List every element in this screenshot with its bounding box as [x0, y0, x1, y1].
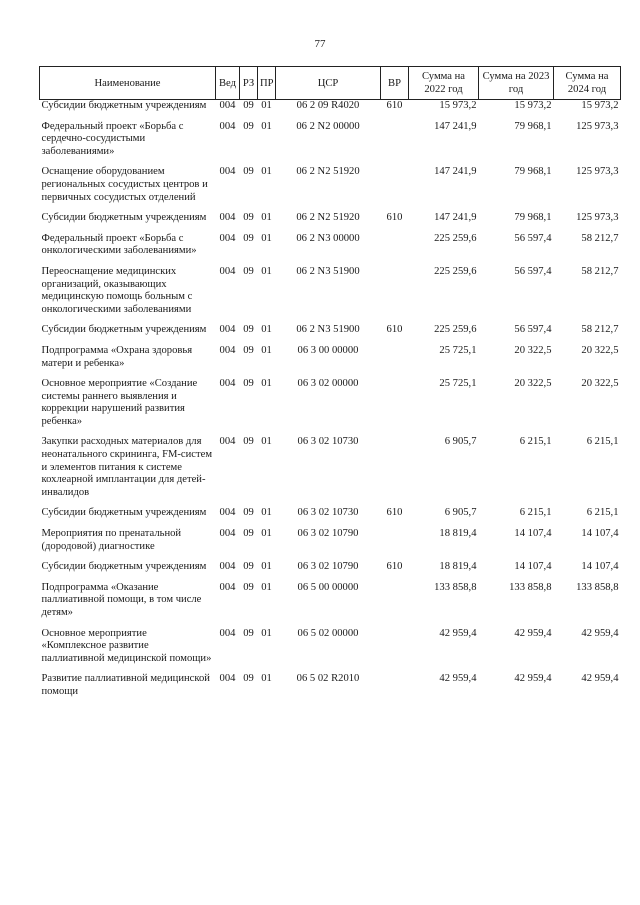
row-vr	[381, 345, 409, 378]
header-name: Наименование	[40, 67, 216, 100]
row-name: Субсидии бюджетным учреждениям	[41, 561, 207, 573]
row-sum-2023: 79 968,1	[514, 212, 552, 224]
table-row	[40, 436, 621, 507]
row-name: Субсидии бюджетным учреждениям	[41, 212, 207, 224]
row-csr: 06 2 N3 00000	[296, 232, 360, 244]
row-sum-2024: 6 215,1	[586, 507, 619, 519]
budget-table	[39, 66, 621, 699]
row-rz: 09	[243, 561, 254, 573]
row-rz: 09	[243, 232, 254, 244]
row-sum-2022: 15 973,2	[439, 100, 477, 111]
row-pr: 01	[261, 265, 272, 277]
table-row	[40, 378, 621, 436]
header-csr: ЦСР	[276, 67, 381, 100]
row-pr: 01	[261, 100, 272, 111]
row-ved: 004	[219, 528, 236, 540]
table-row	[40, 121, 621, 167]
row-pr: 01	[261, 120, 272, 132]
row-csr: 06 2 N2 51920	[296, 166, 360, 178]
row-pr: 01	[261, 673, 272, 685]
row-sum-2023: 15 973,2	[514, 100, 552, 111]
row-csr: 06 3 00 00000	[297, 344, 359, 356]
header-sum-2023: Сумма на 2023 год	[479, 67, 554, 100]
row-vr: 610	[386, 507, 403, 519]
row-name: Оснащение оборудованием региональных сосудистых центров и первичных сосудистых отделений	[41, 166, 208, 203]
row-sum-2022: 42 959,4	[439, 673, 477, 685]
table-row	[40, 324, 621, 345]
header-sum-2022: Сумма на 2022 год	[409, 67, 479, 100]
row-pr: 01	[261, 581, 272, 593]
row-sum-2023: 79 968,1	[514, 120, 552, 132]
row-csr: 06 3 02 10790	[297, 528, 359, 540]
header-vr: ВР	[381, 67, 409, 100]
row-ved: 004	[219, 120, 236, 132]
page-number: 77	[314, 38, 326, 50]
header-rz: РЗ	[240, 67, 258, 100]
row-csr: 06 2 N3 51900	[296, 265, 360, 277]
row-vr	[381, 582, 409, 628]
row-sum-2024: 125 973,3	[576, 212, 619, 224]
row-sum-2023: 56 597,4	[514, 265, 552, 277]
row-sum-2022: 225 259,6	[434, 232, 477, 244]
row-ved: 004	[219, 100, 236, 111]
row-ved: 004	[219, 581, 236, 593]
row-sum-2022: 6 905,7	[444, 507, 477, 519]
row-vr	[381, 166, 409, 212]
row-sum-2022: 18 819,4	[439, 528, 477, 540]
row-csr: 06 2 N2 00000	[296, 120, 360, 132]
row-csr: 06 2 09 R4020	[296, 100, 360, 111]
row-rz: 09	[243, 100, 254, 111]
row-name: Подпрограмма «Оказание паллиативной помощи, в том числе детям»	[41, 581, 202, 618]
row-rz: 09	[243, 265, 254, 277]
table-row	[40, 212, 621, 233]
table-row	[40, 233, 621, 266]
header-ved: Вед	[216, 67, 240, 100]
row-sum-2024: 125 973,3	[576, 166, 619, 178]
row-sum-2024: 42 959,4	[581, 673, 619, 685]
row-pr: 01	[261, 507, 272, 519]
row-ved: 004	[219, 212, 236, 224]
row-sum-2022: 18 819,4	[439, 561, 477, 573]
row-sum-2022: 147 241,9	[434, 166, 477, 178]
table-row	[40, 561, 621, 582]
row-pr: 01	[261, 378, 272, 390]
row-pr: 01	[261, 212, 272, 224]
row-sum-2024: 14 107,4	[581, 561, 619, 573]
table-row	[40, 166, 621, 212]
row-sum-2023: 56 597,4	[514, 324, 552, 336]
row-csr: 06 3 02 10730	[297, 436, 359, 448]
row-csr: 06 3 02 10790	[297, 561, 359, 573]
row-rz: 09	[243, 528, 254, 540]
row-vr: 610	[386, 100, 403, 111]
row-sum-2023: 14 107,4	[514, 561, 552, 573]
row-sum-2023: 79 968,1	[514, 166, 552, 178]
row-sum-2022: 225 259,6	[434, 324, 477, 336]
row-sum-2024: 20 322,5	[581, 344, 619, 356]
table-row	[40, 673, 621, 698]
table-row	[40, 345, 621, 378]
row-ved: 004	[219, 265, 236, 277]
row-vr: 610	[386, 324, 403, 336]
row-name: Закупки расходных материалов для неонатального скрининга, FM-систем и элементов питания к системе кохлеарной имплантации для детей-инвалидов	[41, 436, 213, 498]
row-pr: 01	[261, 344, 272, 356]
row-vr	[381, 436, 409, 507]
row-sum-2022: 25 725,1	[439, 344, 477, 356]
row-vr	[381, 528, 409, 561]
row-sum-2023: 42 959,4	[514, 627, 552, 639]
row-rz: 09	[243, 166, 254, 178]
row-ved: 004	[219, 561, 236, 573]
row-pr: 01	[261, 232, 272, 244]
row-sum-2024: 6 215,1	[586, 436, 619, 448]
row-csr: 06 5 02 00000	[297, 627, 359, 639]
row-vr: 610	[386, 212, 403, 224]
row-rz: 09	[243, 507, 254, 519]
row-rz: 09	[243, 378, 254, 390]
row-csr: 06 3 02 10730	[297, 507, 359, 519]
row-pr: 01	[261, 166, 272, 178]
row-sum-2024: 58 212,7	[581, 265, 619, 277]
table-row	[40, 266, 621, 324]
row-sum-2022: 42 959,4	[439, 627, 477, 639]
row-pr: 01	[261, 324, 272, 336]
row-sum-2023: 133 858,8	[509, 581, 552, 593]
row-sum-2024: 58 212,7	[581, 324, 619, 336]
row-name: Субсидии бюджетным учреждениям	[41, 507, 207, 519]
row-ved: 004	[219, 324, 236, 336]
header-pr: ПР	[258, 67, 276, 100]
row-pr: 01	[261, 528, 272, 540]
row-name: Мероприятия по пренатальной (дородовой) диагностике	[41, 528, 182, 552]
row-sum-2022: 147 241,9	[434, 120, 477, 132]
row-name: Федеральный проект «Борьба с онкологическими заболеваниями»	[41, 232, 197, 257]
row-sum-2023: 14 107,4	[514, 528, 552, 540]
row-vr	[381, 266, 409, 324]
row-rz: 09	[243, 344, 254, 356]
row-sum-2024: 58 212,7	[581, 232, 619, 244]
row-vr	[381, 121, 409, 167]
row-sum-2022: 225 259,6	[434, 265, 477, 277]
row-ved: 004	[219, 232, 236, 244]
row-ved: 004	[219, 344, 236, 356]
row-vr	[381, 233, 409, 266]
row-sum-2023: 20 322,5	[514, 378, 552, 390]
row-sum-2024: 133 858,8	[576, 581, 619, 593]
row-sum-2024: 15 973,2	[581, 100, 619, 111]
row-ved: 004	[219, 436, 236, 448]
row-rz: 09	[243, 436, 254, 448]
row-name: Подпрограмма «Охрана здоровья матери и ребенка»	[41, 344, 193, 369]
table-row	[40, 628, 621, 674]
row-name: Переоснащение медицинских организаций, оказывающих медицинскую помощь больным с онкологическими заболеваниями	[41, 265, 193, 315]
row-sum-2022: 133 858,8	[434, 581, 477, 593]
row-sum-2024: 42 959,4	[581, 627, 619, 639]
row-pr: 01	[261, 627, 272, 639]
row-ved: 004	[219, 378, 236, 390]
table-header-row	[40, 67, 621, 100]
row-ved: 004	[219, 627, 236, 639]
table-row	[40, 528, 621, 561]
row-sum-2024: 20 322,5	[581, 378, 619, 390]
row-ved: 004	[219, 673, 236, 685]
row-sum-2023: 6 215,1	[519, 436, 552, 448]
row-csr: 06 2 N3 51900	[296, 324, 360, 336]
row-sum-2022: 25 725,1	[439, 378, 477, 390]
row-name: Основное мероприятие «Комплексное развитие паллиативной медицинской помощи»	[41, 627, 212, 664]
row-csr: 06 5 00 00000	[297, 581, 359, 593]
row-rz: 09	[243, 627, 254, 639]
row-name: Федеральный проект «Борьба с сердечно-сосудистыми заболеваниями»	[41, 120, 184, 157]
row-csr: 06 3 02 00000	[297, 378, 359, 390]
row-pr: 01	[261, 561, 272, 573]
row-name: Субсидии бюджетным учреждениям	[41, 100, 207, 111]
row-name: Основное мероприятие «Создание системы раннего выявления и коррекции нарушений развития ребенка»	[41, 378, 198, 427]
header-sum-2024: Сумма на 2024 год	[554, 67, 621, 100]
row-vr: 610	[386, 561, 403, 573]
row-sum-2023: 6 215,1	[519, 507, 552, 519]
row-sum-2022: 6 905,7	[444, 436, 477, 448]
row-ved: 004	[219, 507, 236, 519]
table-row	[40, 507, 621, 528]
row-ved: 004	[219, 166, 236, 178]
row-csr: 06 2 N2 51920	[296, 212, 360, 224]
row-sum-2023: 20 322,5	[514, 344, 552, 356]
row-csr: 06 5 02 R2010	[296, 673, 360, 685]
row-vr	[381, 628, 409, 674]
row-sum-2023: 42 959,4	[514, 673, 552, 685]
row-pr: 01	[261, 436, 272, 448]
row-sum-2022: 147 241,9	[434, 212, 477, 224]
row-vr	[381, 673, 409, 698]
row-sum-2024: 125 973,3	[576, 120, 619, 132]
row-rz: 09	[243, 212, 254, 224]
row-sum-2023: 56 597,4	[514, 232, 552, 244]
row-name: Субсидии бюджетным учреждениям	[41, 324, 207, 336]
row-sum-2024: 14 107,4	[581, 528, 619, 540]
table-row	[40, 100, 621, 121]
row-vr	[381, 378, 409, 436]
row-rz: 09	[243, 673, 254, 685]
row-rz: 09	[243, 324, 254, 336]
row-rz: 09	[243, 120, 254, 132]
row-rz: 09	[243, 581, 254, 593]
table-row	[40, 582, 621, 628]
row-name: Развитие паллиативной медицинской помощи	[41, 673, 210, 697]
